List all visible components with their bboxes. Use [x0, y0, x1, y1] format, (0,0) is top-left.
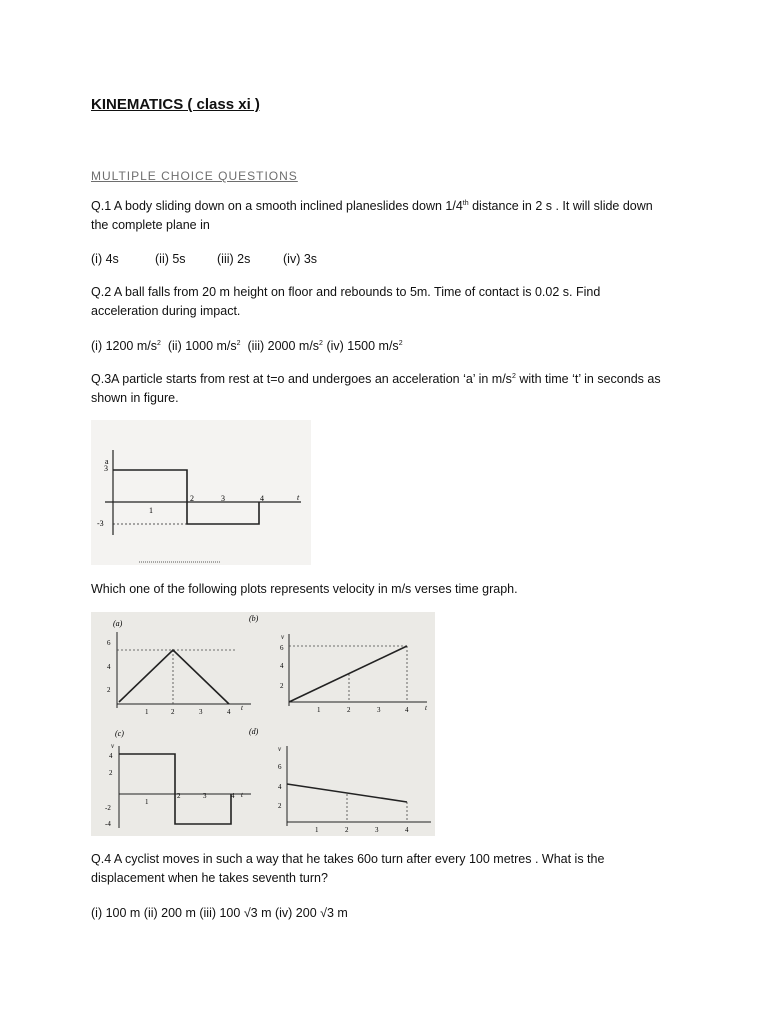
panel-d-ytick-6: 6 — [278, 763, 282, 771]
q3-text — [91, 370, 691, 408]
panel-a-ytick-4: 4 — [107, 663, 111, 671]
panel-b-xtick-1: 1 — [317, 706, 321, 714]
panel-b-v-label: v — [281, 633, 285, 641]
q2-sup-2: 2 — [236, 339, 241, 347]
x-tick-2: 2 — [190, 494, 194, 503]
q3-line2: shown in figure. — [91, 391, 179, 405]
panel-b-xtick-4: 4 — [405, 706, 409, 714]
x-tick-1: 1 — [149, 506, 153, 515]
q2-option-1: (i) 1200 m/s — [91, 339, 157, 353]
q2-line1: Q.2 A ball falls from 20 m height on floor and rebounds to 5m. Time of contact is 0.02 s. Find — [91, 285, 601, 299]
q2-sup-4: 2 — [398, 339, 403, 347]
x-tick-3: 3 — [221, 494, 225, 503]
panel-b-xtick-2: 2 — [347, 706, 351, 714]
panel-c-ytick-neg2: -2 — [105, 804, 111, 812]
a-axis-label: a — [105, 457, 109, 466]
q4-line2: displacement when he takes seventh turn? — [91, 871, 328, 885]
q1-option-1: (i) 4s — [91, 252, 119, 266]
y-tick-neg3: -3 — [97, 519, 104, 528]
q3-follow: Which one of the following plots represents velocity in m/s verses time graph. — [91, 582, 518, 596]
q2-line2: acceleration during impact. — [91, 304, 241, 318]
panel-d-xtick-1: 1 — [315, 826, 319, 834]
velocity-options-figure — [91, 612, 435, 836]
panel-a-t-label: t — [241, 704, 243, 712]
q3-sup: 2 — [511, 372, 516, 380]
panel-d-label: (d) — [249, 727, 259, 736]
q1-option-3: (iii) 2s — [217, 252, 251, 266]
panel-b-xtick-3: 3 — [377, 706, 381, 714]
q4-line1: Q.4 A cyclist moves in such a way that he takes 60o turn after every 100 metres . What is the — [91, 852, 605, 866]
panel-b-ytick-2: 2 — [280, 682, 284, 690]
panel-c-label: (c) — [115, 729, 124, 738]
q2-sup-1: 2 — [157, 339, 161, 347]
panel-c-xtick-2: 2 — [177, 792, 181, 800]
section-heading: MULTIPLE CHOICE QUESTIONS — [91, 169, 298, 183]
panel-c-v-label: v — [111, 742, 115, 750]
panel-d-xtick-3: 3 — [375, 826, 379, 834]
q2-text — [91, 283, 691, 321]
panel-c-ytick-4: 4 — [109, 752, 113, 760]
panel-d-ytick-2: 2 — [278, 802, 282, 810]
panel-b-t-label: t — [425, 704, 427, 712]
panel-a-label: (a) — [113, 619, 123, 628]
panel-c-xtick-1: 1 — [145, 798, 149, 806]
panel-a-xtick-4: 4 — [227, 708, 231, 716]
q1-line1b: distance in 2 s . It will slide down — [468, 199, 653, 213]
panel-c-t-label: t — [241, 791, 243, 799]
q1-text — [91, 197, 691, 235]
q3-line1a: Q.3A particle starts from rest at t=o and undergoes an acceleration ‘a’ in m/s — [91, 372, 512, 386]
q2-option-2: (ii) 1000 m/s — [167, 339, 237, 353]
panel-a-xtick-1: 1 — [145, 708, 149, 716]
panel-d-xtick-2: 2 — [345, 826, 349, 834]
panel-a-ytick-2: 2 — [107, 686, 111, 694]
q3-line1b: with time ‘t’ in seconds as — [515, 372, 661, 386]
t-axis-label: t — [297, 493, 300, 502]
panel-d-v-label: v — [278, 745, 282, 753]
panel-b-label: (b) — [249, 614, 259, 623]
graph-background — [91, 420, 311, 565]
y-tick-3: 3 — [104, 464, 108, 473]
figure-background — [91, 612, 435, 836]
panel-c-xtick-3: 3 — [203, 792, 207, 800]
panel-a-ytick-6: 6 — [107, 639, 111, 647]
q2-option-4: (iv) 1500 m/s — [326, 339, 399, 353]
acceleration-graph — [91, 420, 311, 565]
q2-options — [91, 337, 691, 356]
q1-option-2: (ii) 5s — [155, 252, 186, 266]
q1-sup: th — [462, 199, 469, 207]
q1-options — [91, 250, 691, 269]
panel-d-xtick-4: 4 — [405, 826, 409, 834]
panel-c-ytick-2: 2 — [109, 769, 113, 777]
q4-text — [91, 850, 691, 888]
panel-a-xtick-2: 2 — [171, 708, 175, 716]
panel-b-ytick-6: 6 — [280, 644, 284, 652]
panel-c-ytick-neg4: -4 — [105, 820, 111, 828]
q4-options: (i) 100 m (ii) 200 m (iii) 100 √3 m (iv) 200 √3 m — [91, 906, 348, 920]
q1-option-4: (iv) 3s — [283, 252, 318, 266]
x-tick-4: 4 — [260, 494, 264, 503]
q1-line1a: Q.1 A body sliding down on a smooth inclined planeslides down 1/4 — [91, 199, 463, 213]
panel-b-ytick-4: 4 — [280, 662, 284, 670]
panel-d-ytick-4: 4 — [278, 783, 282, 791]
panel-a-xtick-3: 3 — [199, 708, 203, 716]
q2-option-3: (iii) 2000 m/s — [247, 339, 320, 353]
q2-sup-3: 2 — [319, 339, 323, 347]
page-title: KINEMATICS ( class xi ) — [91, 96, 260, 113]
panel-c-xtick-4: 4 — [231, 792, 235, 800]
q1-line2: the complete plane in — [91, 218, 210, 232]
